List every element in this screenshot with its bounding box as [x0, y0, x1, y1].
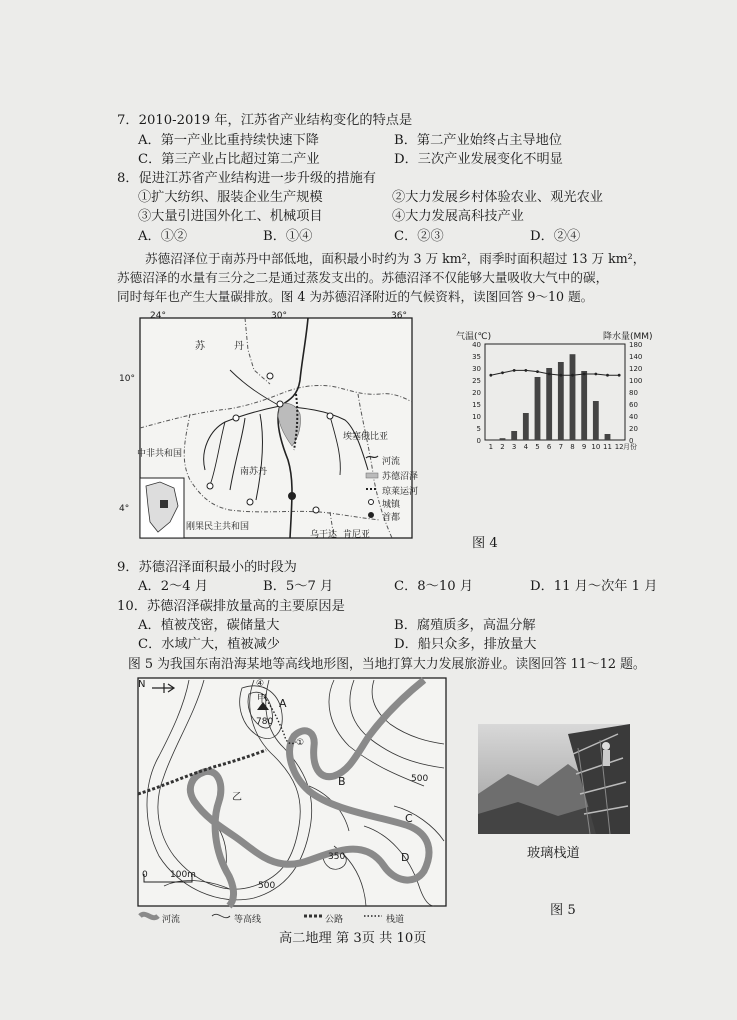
temp-point: [489, 374, 492, 377]
intro-line-1: 苏德沼泽位于南苏丹中部低地，面积最小时约为 3 万 km²，雨季时面积超过 13 万 km²，: [145, 251, 646, 266]
temp-tick: 10: [472, 413, 481, 421]
precip-tick: 100: [629, 377, 643, 385]
temp-tick: 20: [472, 389, 481, 397]
legend-capital: 首都: [382, 513, 401, 523]
precip-bar: [546, 368, 552, 440]
peak-elevation: 780: [256, 717, 274, 727]
label-south-sudan: 南苏丹: [240, 467, 268, 477]
label-dan: 丹: [234, 341, 244, 352]
temp-tick: 25: [472, 377, 481, 385]
precip-bar: [511, 431, 517, 440]
label-kenya: 肯尼亚: [343, 530, 371, 540]
q7-option-b: B．第二产业始终占主导地位: [394, 133, 562, 148]
legend5-river: 河流: [162, 915, 181, 925]
scale-zero: 0: [142, 870, 148, 880]
q10-option-c: C．水域广大，植被减少: [138, 637, 280, 652]
month-tick: 6: [546, 443, 552, 451]
q10-option-d: D．船只众多，排放量大: [394, 637, 537, 652]
label-yi: 乙: [232, 792, 242, 803]
q7-option-c: C．第三产业占比超过第二产业: [138, 152, 320, 167]
lon-30: 30°: [271, 311, 287, 321]
q9-option-a: A．2～4 月: [138, 579, 209, 594]
month-tick: 7: [558, 443, 564, 451]
point-c: C: [405, 812, 413, 825]
intro-line-2: 苏德沼泽的水量有三分之二是通过蒸发支出的。苏德沼泽不仅能够大量吸收大气中的碳，: [117, 270, 609, 285]
label-drc: 刚果民主共和国: [186, 522, 250, 532]
temp-point: [594, 373, 597, 376]
precip-tick: 120: [629, 365, 643, 373]
q7-option-d: D．三次产业发展变化不明显: [394, 152, 563, 167]
legend5-plank: 栈道: [386, 915, 405, 925]
temp-tick: 35: [472, 353, 481, 361]
q8-option-a: A．①②: [138, 229, 188, 244]
lon-24: 24°: [150, 311, 166, 321]
label-su: 苏: [195, 341, 205, 352]
q8-item-4: ④大力发展高科技产业: [392, 209, 524, 224]
contour-500-b: 500: [258, 881, 276, 891]
q8-option-c: C．②③: [394, 229, 444, 244]
label-jia: 甲: [257, 694, 267, 705]
precip-tick: 20: [629, 425, 638, 433]
legend5-road: 公路: [325, 915, 344, 925]
fig4-climate-chart: [450, 328, 660, 456]
q9-stem: 9．苏德沼泽面积最小的时段为: [117, 560, 297, 575]
month-tick: 2: [500, 443, 505, 451]
legend5-contour: 等高线: [234, 915, 262, 925]
precip-tick: 80: [629, 389, 638, 397]
lon-36: 36°: [391, 311, 407, 321]
q8-stem: 8．促进江苏省产业结构进一步升级的措施有: [117, 171, 376, 186]
q8-item-2: ②大力发展乡村体验农业、观光农业: [392, 190, 603, 205]
page-footer: 高二地理 第 3页 共 10页: [279, 931, 427, 946]
q10-option-a: A．植被茂密，碳储量大: [138, 618, 280, 633]
legend-river: 河流: [382, 457, 401, 467]
q8-option-d: D．②④: [530, 229, 581, 244]
legend-town: 城镇: [382, 500, 401, 510]
intro-fig5: 图 5 为我国东南沿海某地等高线地形图，当地打算大力发展旅游业。读图回答 11～12 题。: [128, 657, 646, 672]
temp-line: [491, 370, 619, 375]
precip-axis-label: 降水量(MM): [603, 332, 653, 342]
temp-tick: 5: [476, 425, 481, 433]
label-car: 中非共和国: [137, 449, 183, 459]
q9-option-c: C．8～10 月: [394, 579, 474, 594]
precip-bar: [605, 434, 611, 440]
fig4-map: [130, 310, 420, 542]
temp-point: [583, 373, 586, 376]
month-tick: 11: [603, 443, 612, 451]
point-d: D: [401, 851, 410, 864]
temp-point: [513, 369, 516, 372]
temp-point: [524, 369, 527, 372]
temp-point: [559, 374, 562, 377]
temp-tick: 40: [472, 341, 481, 349]
month-tick: 5: [535, 443, 540, 451]
q10-option-b: B．腐殖质多，高温分解: [394, 618, 536, 633]
precip-bar: [570, 354, 576, 440]
fig4-caption: 图 4: [472, 536, 498, 551]
month-unit: 月份: [623, 443, 637, 451]
contour-500-a: 500: [411, 774, 429, 784]
lat-4: 4°: [119, 504, 130, 514]
precip-bar: [523, 413, 529, 440]
legend-swamp: 苏德沼泽: [382, 472, 419, 482]
month-tick: 9: [581, 443, 587, 451]
precip-tick: 60: [629, 401, 638, 409]
temp-point: [501, 371, 504, 374]
marker-4: ④: [256, 679, 265, 689]
month-tick: 10: [591, 443, 601, 451]
label-ethiopia: 埃塞俄比亚: [343, 432, 389, 442]
point-a: A: [279, 697, 287, 710]
q8-item-3: ③大量引进国外化工、机械项目: [138, 209, 323, 224]
north-label: N: [138, 679, 146, 690]
month-tick: 8: [570, 443, 575, 451]
fig5-contour-map: [134, 676, 449, 924]
q9-option-d: D．11 月～次年 1 月: [530, 579, 658, 594]
temp-tick: 15: [472, 401, 481, 409]
q10-stem: 10．苏德沼泽碳排放量高的主要原因是: [117, 599, 345, 614]
legend-canal: 琼莱运河: [382, 487, 419, 497]
precip-tick: 140: [629, 353, 643, 361]
glass-walkway-photo: [478, 724, 630, 834]
scale-distance: 100m: [170, 870, 196, 880]
lat-10: 10°: [119, 374, 135, 384]
precip-tick: 40: [629, 413, 638, 421]
contour-350: 350: [328, 852, 346, 862]
temp-point: [548, 373, 551, 376]
precip-tick: 0: [629, 437, 634, 445]
temp-point: [606, 374, 609, 377]
temp-point: [571, 374, 574, 377]
temp-point: [618, 374, 621, 377]
precip-bar: [581, 371, 587, 440]
point-b: B: [338, 775, 346, 788]
month-tick: 12: [614, 443, 624, 451]
temp-axis-label: 气温(℃): [456, 332, 492, 342]
temp-tick: 0: [476, 437, 481, 445]
intro-line-3: 同时每年也产生大量碳排放。图 4 为苏德沼泽附近的气候资料，读图回答 9～10 题。: [117, 289, 594, 304]
q9-option-b: B．5～7 月: [263, 579, 334, 594]
label-uganda: 乌干达: [310, 530, 338, 540]
fig5-caption: 图 5: [550, 903, 576, 918]
precip-bar: [500, 438, 506, 440]
month-tick: 4: [523, 443, 529, 451]
month-tick: 1: [488, 443, 494, 451]
precip-tick: 180: [629, 341, 643, 349]
temp-tick: 30: [472, 365, 481, 373]
precip-bar: [535, 377, 541, 440]
q7-option-a: A．第一产业比重持续快速下降: [138, 133, 319, 148]
marker-1: ①: [296, 738, 305, 748]
precip-bar: [558, 362, 564, 440]
q8-option-b: B．①④: [263, 229, 313, 244]
q7-stem: 7．2010-2019 年，江苏省产业结构变化的特点是: [117, 113, 413, 128]
temp-point: [536, 370, 539, 373]
precip-bar: [593, 401, 599, 440]
month-tick: 3: [511, 443, 517, 451]
q8-item-1: ①扩大纺织、服装企业生产规模: [138, 190, 323, 205]
photo-caption: 玻璃栈道: [527, 846, 580, 861]
